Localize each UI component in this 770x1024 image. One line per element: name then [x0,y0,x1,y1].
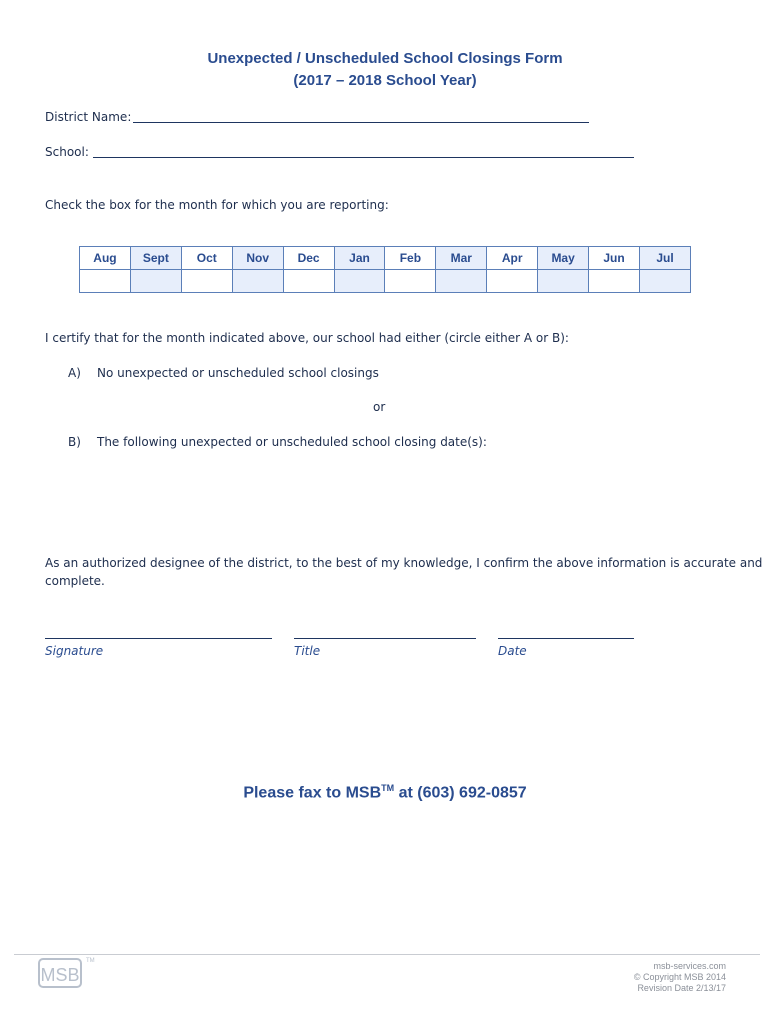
footer-website: msb-services.com [653,961,726,971]
month-checkbox[interactable] [232,270,283,293]
month-checkbox[interactable] [181,270,232,293]
month-checkbox[interactable] [538,270,589,293]
date-label: Date [498,644,527,658]
month-header: Aug [80,247,131,270]
month-checkbox[interactable] [639,270,690,293]
district-name-label: District Name: [45,110,132,124]
month-checkbox[interactable] [283,270,334,293]
trademark-symbol: TM [381,783,395,793]
month-checkbox-row [80,270,691,293]
title-field[interactable] [294,638,476,639]
fax-prefix: Please fax to MSB [243,784,382,802]
or-text: or [373,400,386,414]
form-title: Unexpected / Unscheduled School Closings Form [207,50,563,67]
month-header: Jul [639,247,690,270]
footer-info [634,961,726,994]
month-header: Sept [130,247,181,270]
district-name-field[interactable] [133,122,589,123]
form-subtitle: (2017 – 2018 School Year) [293,72,477,89]
option-a-text: No unexpected or unscheduled school closings [97,366,379,380]
title-label: Title [294,644,321,658]
fax-number: at (603) 692-0857 [394,784,527,802]
school-label: School: [45,145,89,159]
footer-divider [14,954,760,955]
option-a-marker[interactable]: A) [68,366,81,380]
date-field[interactable] [498,638,634,639]
month-checkbox[interactable] [385,270,436,293]
month-header: Feb [385,247,436,270]
msb-logo-tm: TM [86,958,95,964]
month-checkbox[interactable] [80,270,131,293]
option-b-text: The following unexpected or unscheduled school closing date(s): [97,435,487,449]
footer-copyright: © Copyright MSB 2014 [633,972,726,982]
month-checkbox[interactable] [334,270,385,293]
month-header: Dec [283,247,334,270]
signature-field[interactable] [45,638,272,639]
month-checkbox[interactable] [436,270,487,293]
option-b-marker[interactable]: B) [68,435,81,449]
month-table [79,246,691,293]
month-header: Jun [589,247,640,270]
check-month-instruction: Check the box for the month for which you are reporting: [45,198,389,212]
month-header: May [538,247,589,270]
msb-logo: MSB [38,958,82,988]
month-header: Jan [334,247,385,270]
month-header: Nov [232,247,283,270]
confirm-statement-line1: As an authorized designee of the district, to the best of my knowledge, I confirm the above information is accurate and [45,556,763,570]
fax-instruction [0,783,770,802]
month-header: Oct [181,247,232,270]
month-checkbox[interactable] [130,270,181,293]
footer-revision: Revision Date 2/13/17 [637,983,726,993]
signature-label: Signature [45,644,104,658]
month-header-row [80,247,691,270]
confirm-statement-line2: complete. [45,574,105,588]
school-field[interactable] [93,157,634,158]
month-checkbox[interactable] [487,270,538,293]
month-header: Apr [487,247,538,270]
certify-intro: I certify that for the month indicated above, our school had either (circle either A or B): [45,331,569,345]
month-header: Mar [436,247,487,270]
month-checkbox[interactable] [589,270,640,293]
